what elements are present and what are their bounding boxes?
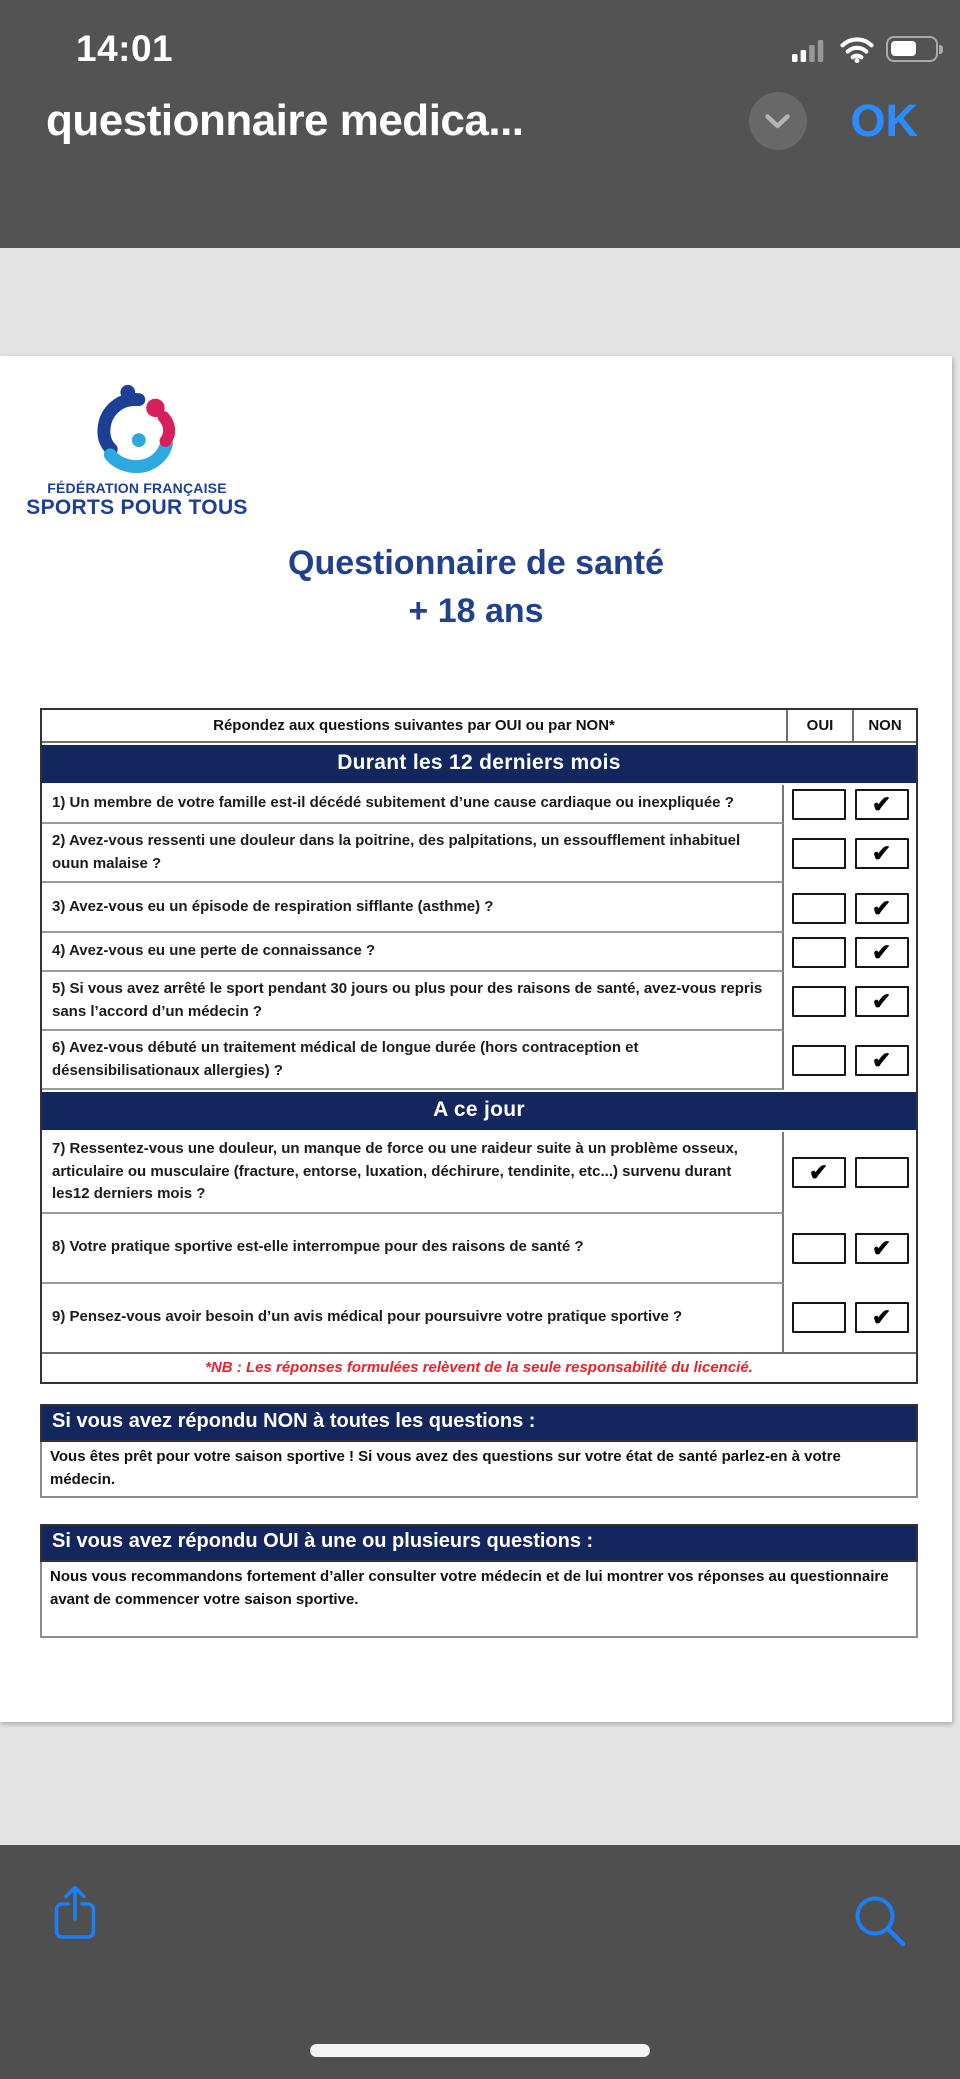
table-header-non: NON	[852, 710, 916, 741]
question-text: 8) Votre pratique sportive est-elle interrompue pour des raisons de santé ?	[42, 1214, 784, 1284]
chevron-down-icon	[764, 113, 791, 130]
oui-checkbox: ✔	[792, 1157, 846, 1188]
questionnaire-title	[0, 540, 952, 635]
question-text: 7) Ressentez-vous une douleur, un manque de force ou une raideur suite à un problème osseux, articulaire ou musculaire (fracture, entorse, luxation, déchirure, tendinite, etc...) survenu durant les12 derniers mois ?	[42, 1132, 784, 1214]
search-icon	[850, 1891, 910, 1951]
answer-cell	[784, 785, 916, 824]
oui-checkbox	[792, 1233, 846, 1264]
advice-oui-header: Si vous avez répondu OUI à une ou plusieurs questions :	[40, 1524, 918, 1562]
pdf-page	[0, 356, 952, 1722]
question-text: 2) Avez-vous ressenti une douleur dans la poitrine, des palpitations, un essoufflement inhabituel ouun malaise ?	[42, 824, 784, 883]
question-row	[42, 1031, 916, 1090]
question-text: 6) Avez-vous débuté un traitement médical de longue durée (hors contraception et désensibilisationaux allergies) ?	[42, 1031, 784, 1090]
home-indicator[interactable]	[310, 2044, 650, 2057]
advice-non-body: Vous êtes prêt pour votre saison sportive ! Si vous avez des questions sur votre état de santé parlez-en à votre médecin.	[40, 1442, 918, 1498]
oui-checkbox	[792, 893, 846, 924]
cellular-signal-icon	[792, 37, 828, 62]
question-text: 1) Un membre de votre famille est-il décédé subitement d’une cause cardiaque ou inexpliquée ?	[42, 785, 784, 824]
logo-line2: SPORTS POUR TOUS	[26, 496, 248, 519]
answer-cell	[784, 933, 916, 972]
answer-cell	[784, 824, 916, 883]
question-text: 5) Si vous avez arrêté le sport pendant 30 jours ou plus pour des raisons de santé, avez-vous repris sans l’accord d’un médecin ?	[42, 972, 784, 1031]
status-bar	[0, 0, 960, 70]
section-band-12-mois: Durant les 12 derniers mois	[42, 743, 916, 785]
questionnaire-title-line2: + 18 ans	[408, 591, 544, 630]
table-header-oui: OUI	[786, 710, 852, 741]
section-band-ce-jour: A ce jour	[42, 1090, 916, 1132]
question-text: 4) Avez-vous eu une perte de connaissance ?	[42, 933, 784, 972]
non-checkbox: ✔	[855, 986, 909, 1017]
answer-cell	[784, 1284, 916, 1352]
oui-checkbox	[792, 937, 846, 968]
document-title: questionnaire medica...	[46, 96, 524, 145]
document-viewport[interactable]	[0, 248, 960, 1845]
table-header-row	[42, 710, 916, 743]
question-text: 3) Avez-vous eu un épisode de respiration sifflante (asthme) ?	[42, 883, 784, 933]
advice-non-header: Si vous avez répondu NON à toutes les questions :	[40, 1404, 918, 1442]
questionnaire-title-line1: Questionnaire de santé	[288, 544, 664, 582]
advice-oui-body: Nous vous recommandons fortement d’aller consulter votre médecin et de lui montrer vos réponses au questionnaire avant de commencer votre saison sportive.	[40, 1562, 918, 1638]
bottom-toolbar	[0, 1845, 960, 2079]
oui-checkbox	[792, 789, 846, 820]
advice-non-block	[40, 1404, 918, 1498]
answer-cell	[784, 972, 916, 1031]
question-row	[42, 883, 916, 933]
non-checkbox: ✔	[855, 893, 909, 924]
answer-cell	[784, 1132, 916, 1214]
question-row	[42, 785, 916, 824]
title-menu-button[interactable]	[749, 92, 807, 150]
answer-cell	[784, 1214, 916, 1284]
non-checkbox	[855, 1157, 909, 1188]
advice-oui-block	[40, 1524, 918, 1638]
question-text: 9) Pensez-vous avoir besoin d’un avis médical pour poursuivre votre pratique sportive ?	[42, 1284, 784, 1352]
table-footnote: *NB : Les réponses formulées relèvent de la seule responsabilité du licencié.	[42, 1352, 916, 1382]
questions-table	[40, 708, 918, 1384]
non-checkbox: ✔	[855, 1233, 909, 1264]
status-icons	[792, 36, 938, 63]
table-header-question: Répondez aux questions suivantes par OUI ou par NON*	[213, 717, 615, 734]
share-icon	[52, 1883, 98, 1943]
answer-cell	[784, 1031, 916, 1090]
non-checkbox: ✔	[855, 1045, 909, 1076]
non-checkbox: ✔	[855, 937, 909, 968]
federation-logo	[24, 384, 250, 520]
logo-line1: FÉDÉRATION FRANÇAISE	[47, 480, 227, 496]
wifi-icon	[839, 36, 875, 63]
oui-checkbox	[792, 1302, 846, 1333]
question-row	[42, 1132, 916, 1214]
share-button[interactable]	[52, 1883, 98, 1946]
question-row	[42, 933, 916, 972]
status-time: 14:01	[76, 28, 174, 69]
battery-icon	[886, 36, 938, 62]
logo-emblem-icon	[91, 384, 183, 476]
question-row	[42, 972, 916, 1031]
oui-checkbox	[792, 838, 846, 869]
oui-checkbox	[792, 986, 846, 1017]
question-row	[42, 824, 916, 883]
non-checkbox: ✔	[855, 1302, 909, 1333]
question-row	[42, 1214, 916, 1284]
title-bar	[0, 70, 960, 150]
ok-button[interactable]: OK	[850, 95, 918, 146]
oui-checkbox	[792, 1045, 846, 1076]
non-checkbox: ✔	[855, 789, 909, 820]
non-checkbox: ✔	[855, 838, 909, 869]
answer-cell	[784, 883, 916, 933]
question-row	[42, 1284, 916, 1352]
top-bar	[0, 0, 960, 248]
search-button[interactable]	[850, 1891, 910, 1954]
